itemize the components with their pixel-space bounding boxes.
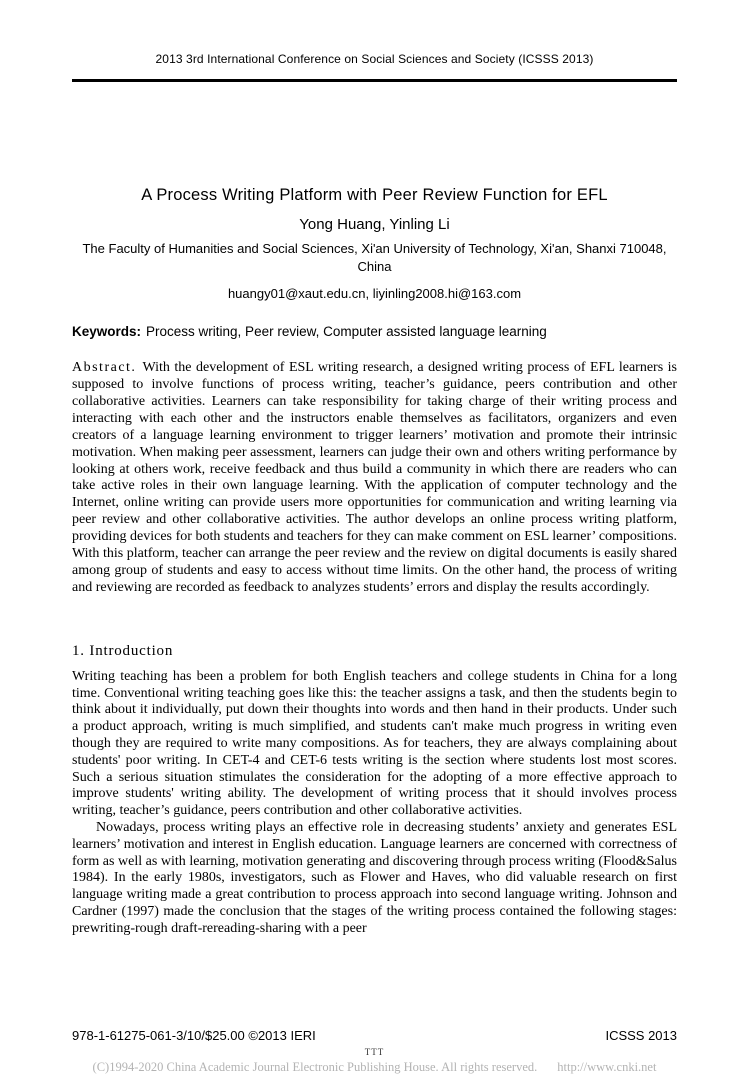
copyright-text: (C)1994-2020 China Academic Journal Electronic Publishing House. All rights reserved.	[92, 1060, 538, 1074]
abstract-paragraph	[72, 360, 677, 597]
intro-paragraph-1: Writing teaching has been a problem for both English teachers and college students in China for a long time. Conventional writing teaching goes like this: the teacher assigns a task, and then the students begin to think about it individually, put down their thoughts into words and then hand in their products. Under such a product approach, writing is much simplified, and students can't make much progress in writing even though they are required to write many compositions. As for teachers, they are always complaining about students' poor writing. In CET-4 and CET-6 tests writing is the section where students lost most scores. Such a serious situation stimulates the consideration for the adopting of a more effective approach to improve students' writing ability. The development of writing process that it should involves process writing, teacher’s guidance, peers contribution and other collaborative activities.	[72, 668, 677, 819]
page-content	[72, 0, 677, 938]
copyright-url: http://www.cnki.net	[557, 1060, 657, 1074]
footer-line	[72, 1028, 677, 1043]
intro-paragraph-2: Nowadays, process writing plays an effective role in decreasing students’ anxiety and generates ESL learners’ motivation and interest in English education. Language learners are concerned with correctness of form as well as with learning, motivation generating and discovering through process writing (Flood&Salus 1984). In the early 1980s, investigators, such as Flower and Haves, who did valuable research on first language writing made a great contribution to process approach into second language writing. Johnson and Cardner (1997) made the conclusion that the stages of the writing process contained the following stages: prewriting-rough draft-rereading-sharing with a peer	[72, 819, 677, 936]
keywords-text: Process writing, Peer review, Computer assisted language learning	[146, 324, 547, 340]
abstract-text: With the development of ESL writing research, a designed writing process of EFL learners is supposed to involve functions of process writing, teacher’s guidance, peers contribution and other collaborative activities. Learners can take responsibility for taking charge of their writing process and interacting with each other and the instructors enable themselves as facilitators, organizers and even creators of a language learning environment to trigger learners’ motivation and promote their intrinsic motivation. When making peer assessment, learners can judge their own and others writing performance by looking at others work, receive feedback and thus build a community in which there are readers who can take active roles in their own language learning. With the application of computer technology and the Internet, online writing can provide users more opportunities for communication and writing learning via peer review and other collaborative activities. The author develops an online process writing platform, providing devices for both students and teachers for they can make comment on ESL learner’ compositions. With this platform, teacher can arrange the peer review and the review on digital documents is easily shared among group of students and easy to access without time limits. On the other hand, the process of writing and reviewing are recorded as feedback to analyzes students’ errors and display the results accordingly.	[72, 360, 677, 595]
header-rule	[72, 79, 677, 82]
copyright-notice	[0, 1060, 749, 1075]
paper-authors: Yong Huang, Yinling Li	[299, 216, 450, 233]
abstract-label: Abstract.	[72, 360, 137, 376]
footer-isbn: 978-1-61275-061-3/10/$25.00 ©2013 IERI	[72, 1028, 316, 1043]
keywords-label: Keywords:	[72, 324, 142, 340]
section-heading-introduction: 1. Introduction	[72, 642, 174, 659]
keywords-line	[72, 324, 677, 339]
page-marker: TTT	[364, 1047, 385, 1057]
paper-title: A Process Writing Platform with Peer Review Function for EFL	[141, 186, 608, 204]
paper-affiliation: The Faculty of Humanities and Social Sciences, Xi'an University of Technology, Xi'an, Shanxi 710048, China	[82, 241, 667, 274]
conference-header: 2013 3rd International Conference on Social Sciences and Society (ICSSS 2013)	[155, 52, 594, 66]
paper-emails: huangy01@xaut.edu.cn, liyinling2008.hi@163.com	[227, 286, 522, 302]
footer-conference-short: ICSSS 2013	[605, 1028, 677, 1043]
